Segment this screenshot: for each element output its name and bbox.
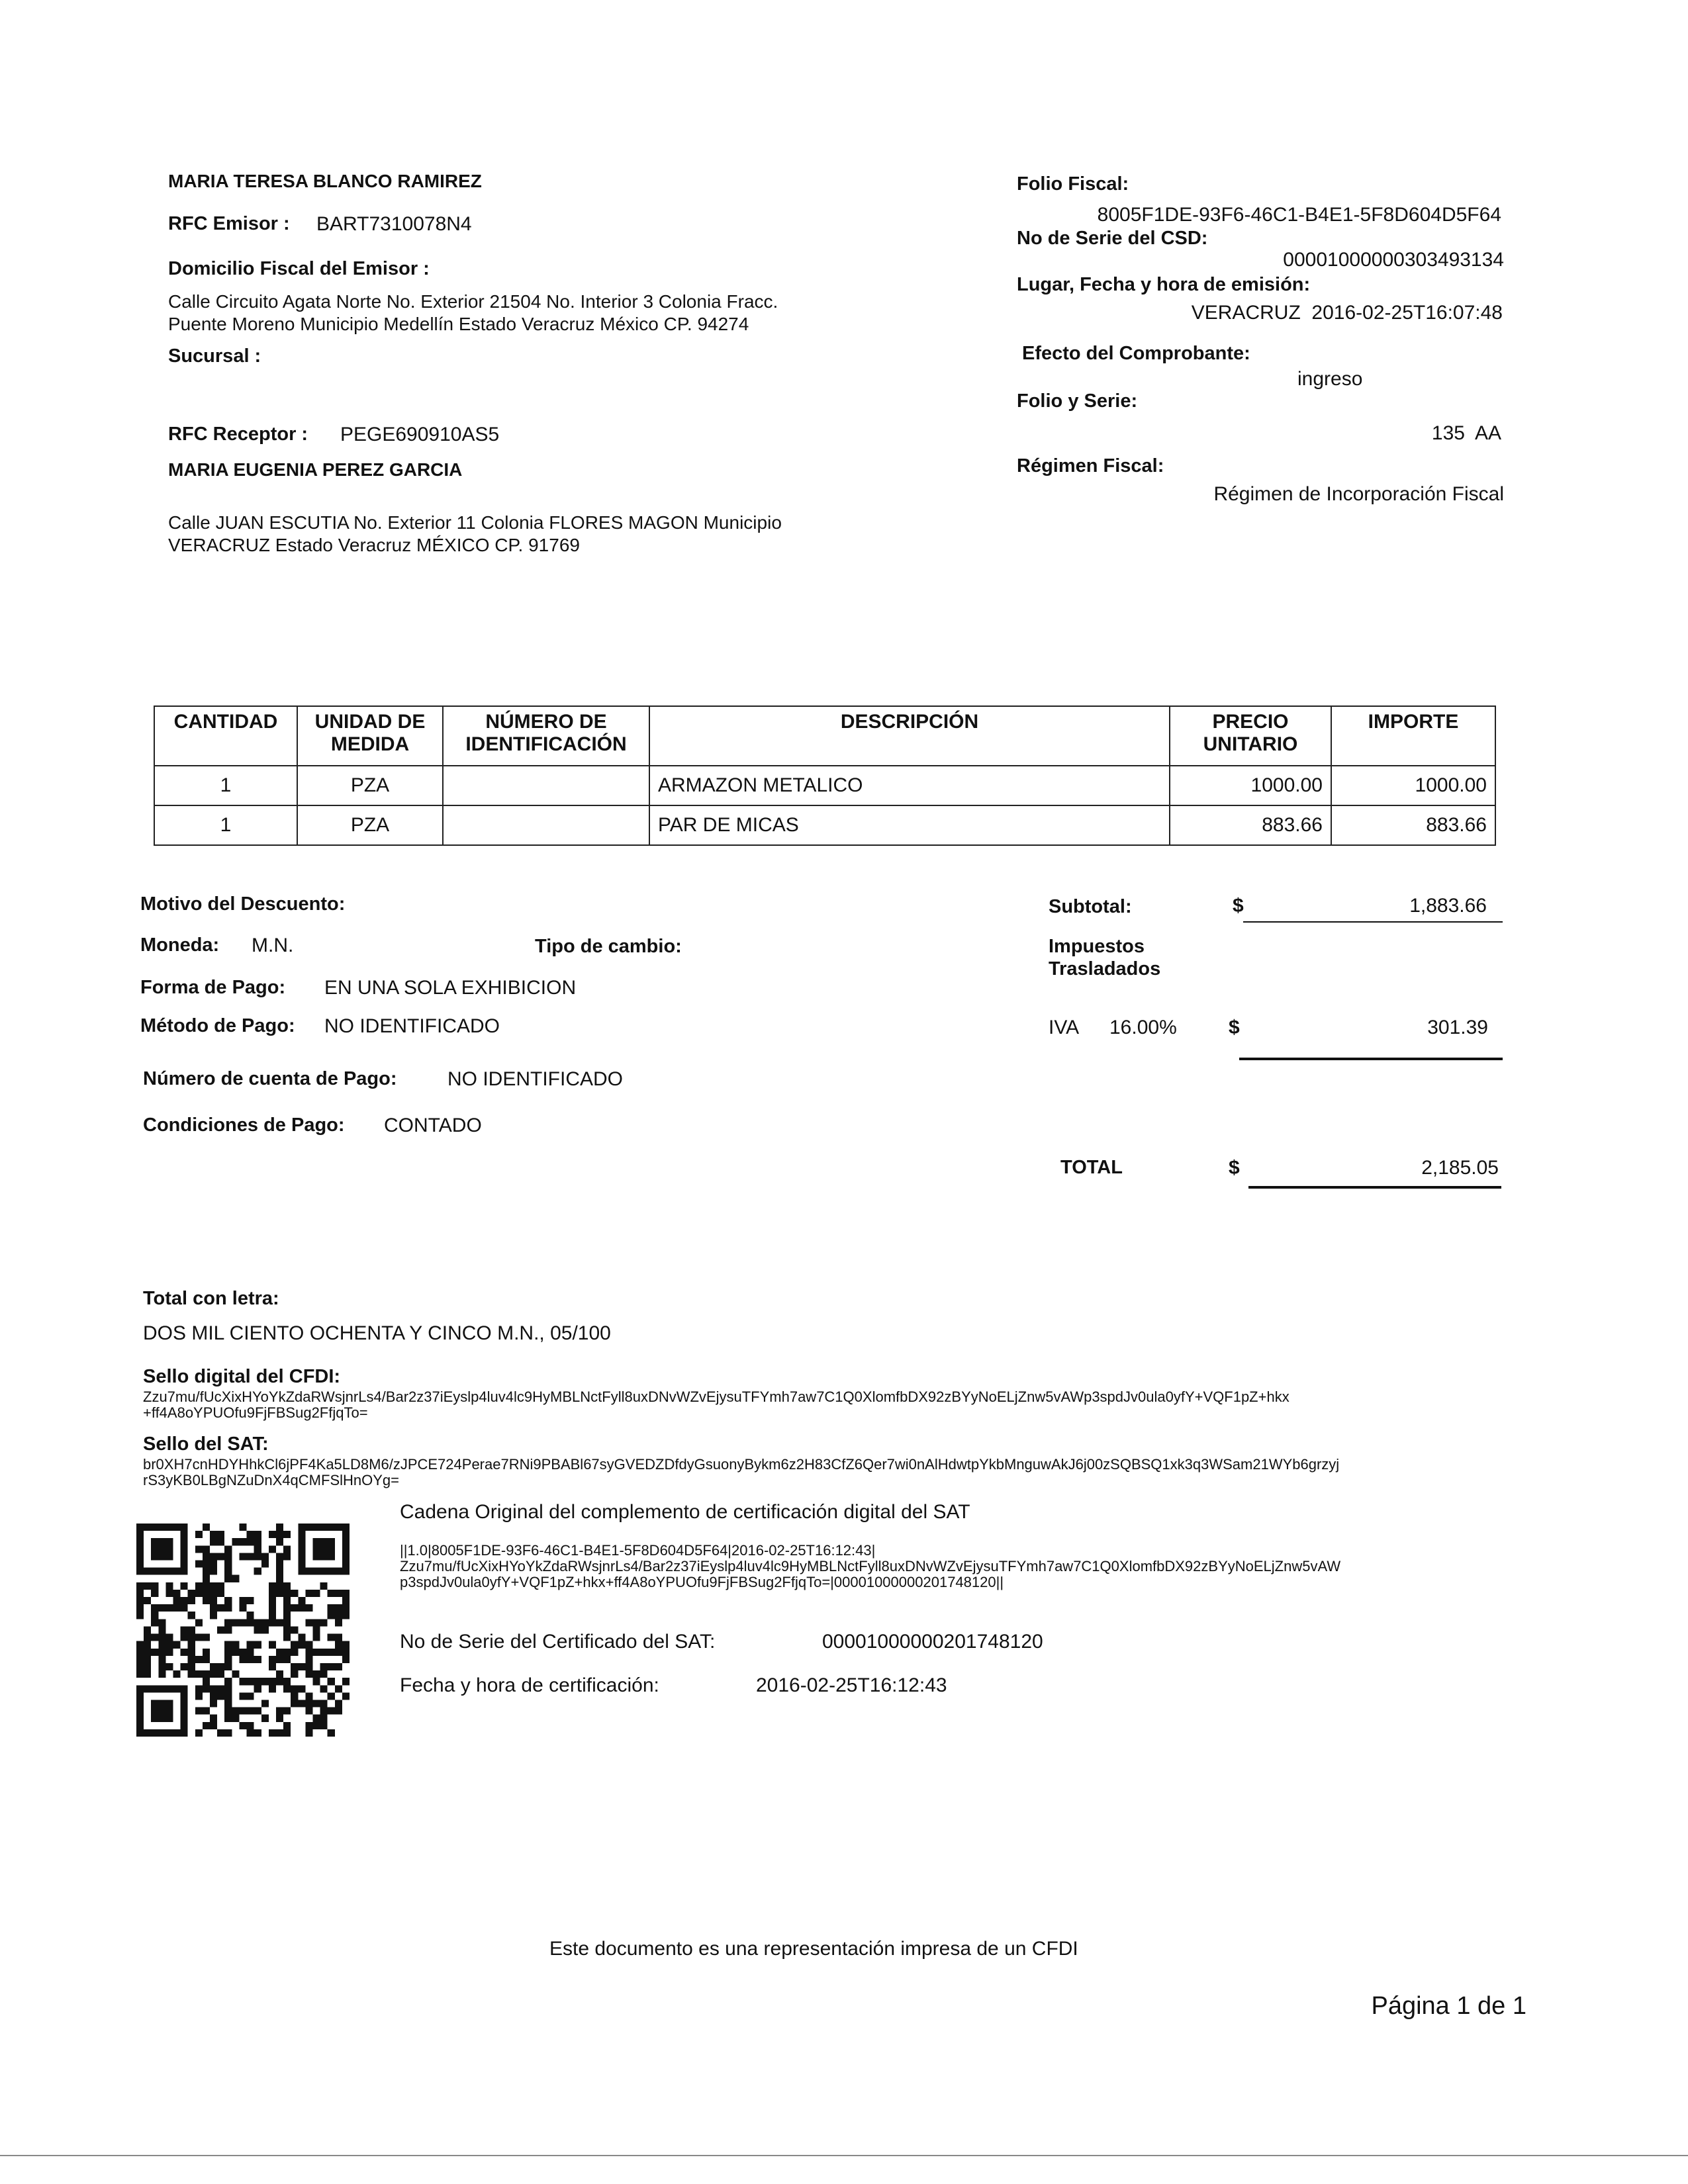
condiciones-pago-value: CONTADO: [384, 1115, 482, 1136]
regimen-label: Régimen Fiscal:: [1017, 455, 1164, 477]
header-precio: PRECIO UNITARIO: [1170, 706, 1331, 766]
scan-edge-line: [0, 2155, 1688, 2156]
serie-sat-value: 00001000000201748120: [822, 1631, 1043, 1653]
cell-numero: [443, 766, 649, 805]
iva-label: IVA: [1049, 1017, 1080, 1038]
motivo-descuento-label: Motivo del Descuento:: [140, 893, 346, 915]
cadena-line1: ||1.0|8005F1DE-93F6-46C1-B4E1-5F8D604D5F64|2016-02-25T16:12:43|: [400, 1542, 876, 1559]
impuestos-label-1: Impuestos: [1049, 936, 1145, 957]
cell-descripcion: PAR DE MICAS: [649, 805, 1170, 845]
fecha-cert-value: 2016-02-25T16:12:43: [756, 1674, 947, 1696]
header-unidad: UNIDAD DE MEDIDA: [297, 706, 443, 766]
cell-cantidad: 1: [154, 805, 297, 845]
rfc-receptor-value: PEGE690910AS5: [340, 424, 500, 445]
cell-unidad: PZA: [297, 766, 443, 805]
regimen-value: Régimen de Incorporación Fiscal: [1213, 483, 1504, 505]
total-label: TOTAL: [1060, 1157, 1123, 1178]
lugar-fecha-value: VERACRUZ 2016-02-25T16:07:48: [1191, 302, 1503, 324]
serie-csd-label: No de Serie del CSD:: [1017, 228, 1208, 249]
header-cantidad: CANTIDAD: [154, 706, 297, 766]
domicilio-emisor-label: Domicilio Fiscal del Emisor :: [168, 258, 430, 279]
iva-currency: $: [1229, 1017, 1240, 1038]
currency-symbol: $: [1233, 895, 1244, 917]
subtotal-label: Subtotal:: [1049, 896, 1132, 917]
cell-descripcion: ARMAZON METALICO: [649, 766, 1170, 805]
header-importe: IMPORTE: [1331, 706, 1495, 766]
cell-cantidad: 1: [154, 766, 297, 805]
sello-cfdi-line2: +ff4A8oYPUOfu9FjFBSug2FfjqTo=: [143, 1404, 368, 1421]
total-letra-value: DOS MIL CIENTO OCHENTA Y CINCO M.N., 05/100: [143, 1322, 611, 1344]
lugar-fecha-label: Lugar, Fecha y hora de emisión:: [1017, 274, 1311, 295]
impuestos-label-2: Trasladados: [1049, 958, 1161, 979]
metodo-pago-value: NO IDENTIFICADO: [324, 1015, 500, 1037]
fecha-cert-label: Fecha y hora de certificación:: [400, 1674, 659, 1696]
cuenta-pago-label: Número de cuenta de Pago:: [143, 1068, 397, 1089]
serie-sat-label: No de Serie del Certificado del SAT:: [400, 1631, 716, 1653]
sello-sat-line2: rS3yKB0LBgNZuDnX4qCMFSlHnOYg=: [143, 1472, 399, 1488]
total-underline: [1248, 1186, 1501, 1189]
sello-cfdi-line1: Zzu7mu/fUcXixHYoYkZdaRWsjnrLs4/Bar2z37iEyslp4luv4lc9HyMBLNctFyll8uxDNvWZvEjysuTFYmh7aw7C1Q0XlomfbDX92zBYyNoELjZnw5vAWp3spdJv0ula0yfY+VQF1pZ+hkx: [143, 1388, 1289, 1405]
iva-underline: [1239, 1058, 1503, 1060]
table-row: [154, 805, 1495, 845]
total-letra-label: Total con letra:: [143, 1288, 279, 1309]
sello-cfdi-label: Sello digital del CFDI:: [143, 1366, 341, 1387]
total-value: 2,185.05: [1421, 1157, 1499, 1179]
total-currency: $: [1229, 1157, 1240, 1179]
condiciones-pago-label: Condiciones de Pago:: [143, 1115, 345, 1136]
rfc-receptor-label: RFC Receptor :: [168, 424, 308, 445]
cell-unidad: PZA: [297, 805, 443, 845]
iva-rate: 16.00%: [1109, 1017, 1177, 1038]
sello-sat-line1: br0XH7cnHDYHhkCl6jPF4Ka5LD8M6/zJPCE724Perae7RNi9PBABl67syGVEDZDfdyGsuonyBykm6z2H83CfZ6Qer7wi0nAlHdwtpYkbMnguwAkJ6j00zSQBSQ1xk3q3WSam21WYb6grzyj: [143, 1456, 1340, 1473]
cell-importe: 883.66: [1331, 805, 1495, 845]
receptor-nombre: MARIA EUGENIA PEREZ GARCIA: [168, 459, 463, 480]
moneda-label: Moneda:: [140, 934, 220, 956]
serie-csd-value: 00001000000303493134: [1283, 249, 1504, 271]
rfc-emisor-label: RFC Emisor :: [168, 213, 290, 234]
cuenta-pago-value: NO IDENTIFICADO: [447, 1068, 624, 1090]
folio-serie-value: 135 AA: [1431, 422, 1501, 444]
domicilio-emisor-line1: Calle Circuito Agata Norte No. Exterior 21504 No. Interior 3 Colonia Fracc.: [168, 291, 778, 312]
cell-importe: 1000.00: [1331, 766, 1495, 805]
rfc-emisor-value: BART7310078N4: [316, 213, 472, 235]
page-number: Página 1 de 1: [1371, 1992, 1526, 2020]
efecto-label: Efecto del Comprobante:: [1022, 343, 1250, 364]
sello-sat-label: Sello del SAT:: [143, 1433, 269, 1455]
subtotal-underline: [1243, 921, 1503, 923]
domicilio-receptor-line1: Calle JUAN ESCUTIA No. Exterior 11 Colonia FLORES MAGON Municipio: [168, 512, 782, 533]
forma-pago-value: EN UNA SOLA EXHIBICION: [324, 977, 577, 999]
folio-fiscal-value: 8005F1DE-93F6-46C1-B4E1-5F8D604D5F64: [1097, 204, 1501, 226]
table-header-row: [154, 706, 1495, 766]
folio-fiscal-label: Folio Fiscal:: [1017, 173, 1129, 195]
subtotal-value: 1,883.66: [1409, 895, 1487, 917]
moneda-value: M.N.: [252, 934, 294, 956]
metodo-pago-label: Método de Pago:: [140, 1015, 295, 1036]
forma-pago-label: Forma de Pago:: [140, 977, 286, 998]
tipo-cambio-label: Tipo de cambio:: [535, 936, 682, 957]
cadena-title: Cadena Original del complemento de certificación digital del SAT: [400, 1501, 970, 1523]
header-numero: NÚMERO DE IDENTIFICACIÓN: [443, 706, 649, 766]
footer-note: Este documento es una representación impresa de un CFDI: [549, 1938, 1078, 1960]
cadena-line2: Zzu7mu/fUcXixHYoYkZdaRWsjnrLs4/Bar2z37iEyslp4luv4lc9HyMBLNctFyll8uxDNvWZvEjysuTFYmh7aw7C1Q0XlomfbDX92zBYyNoELjZnw5vAW: [400, 1558, 1341, 1574]
sucursal-label: Sucursal :: [168, 345, 261, 367]
cadena-line3: p3spdJv0ula0yfY+VQF1pZ+hkx+ff4A8oYPUOfu9FjFBSug2FfjqTo=|00001000000201748120||: [400, 1574, 1004, 1590]
emisor-nombre: MARIA TERESA BLANCO RAMIREZ: [168, 171, 482, 191]
items-table: [154, 705, 1496, 846]
efecto-value: ingreso: [1297, 368, 1363, 390]
qr-code-icon: [136, 1524, 350, 1737]
domicilio-receptor-line2: VERACRUZ Estado Veracruz MÉXICO CP. 91769: [168, 535, 580, 555]
folio-serie-label: Folio y Serie:: [1017, 390, 1138, 412]
iva-value: 301.39: [1427, 1017, 1488, 1038]
cell-precio: 883.66: [1170, 805, 1331, 845]
cell-precio: 1000.00: [1170, 766, 1331, 805]
header-descripcion: DESCRIPCIÓN: [649, 706, 1170, 766]
cell-numero: [443, 805, 649, 845]
table-row: [154, 766, 1495, 805]
domicilio-emisor-line2: Puente Moreno Municipio Medellín Estado Veracruz México CP. 94274: [168, 314, 749, 334]
